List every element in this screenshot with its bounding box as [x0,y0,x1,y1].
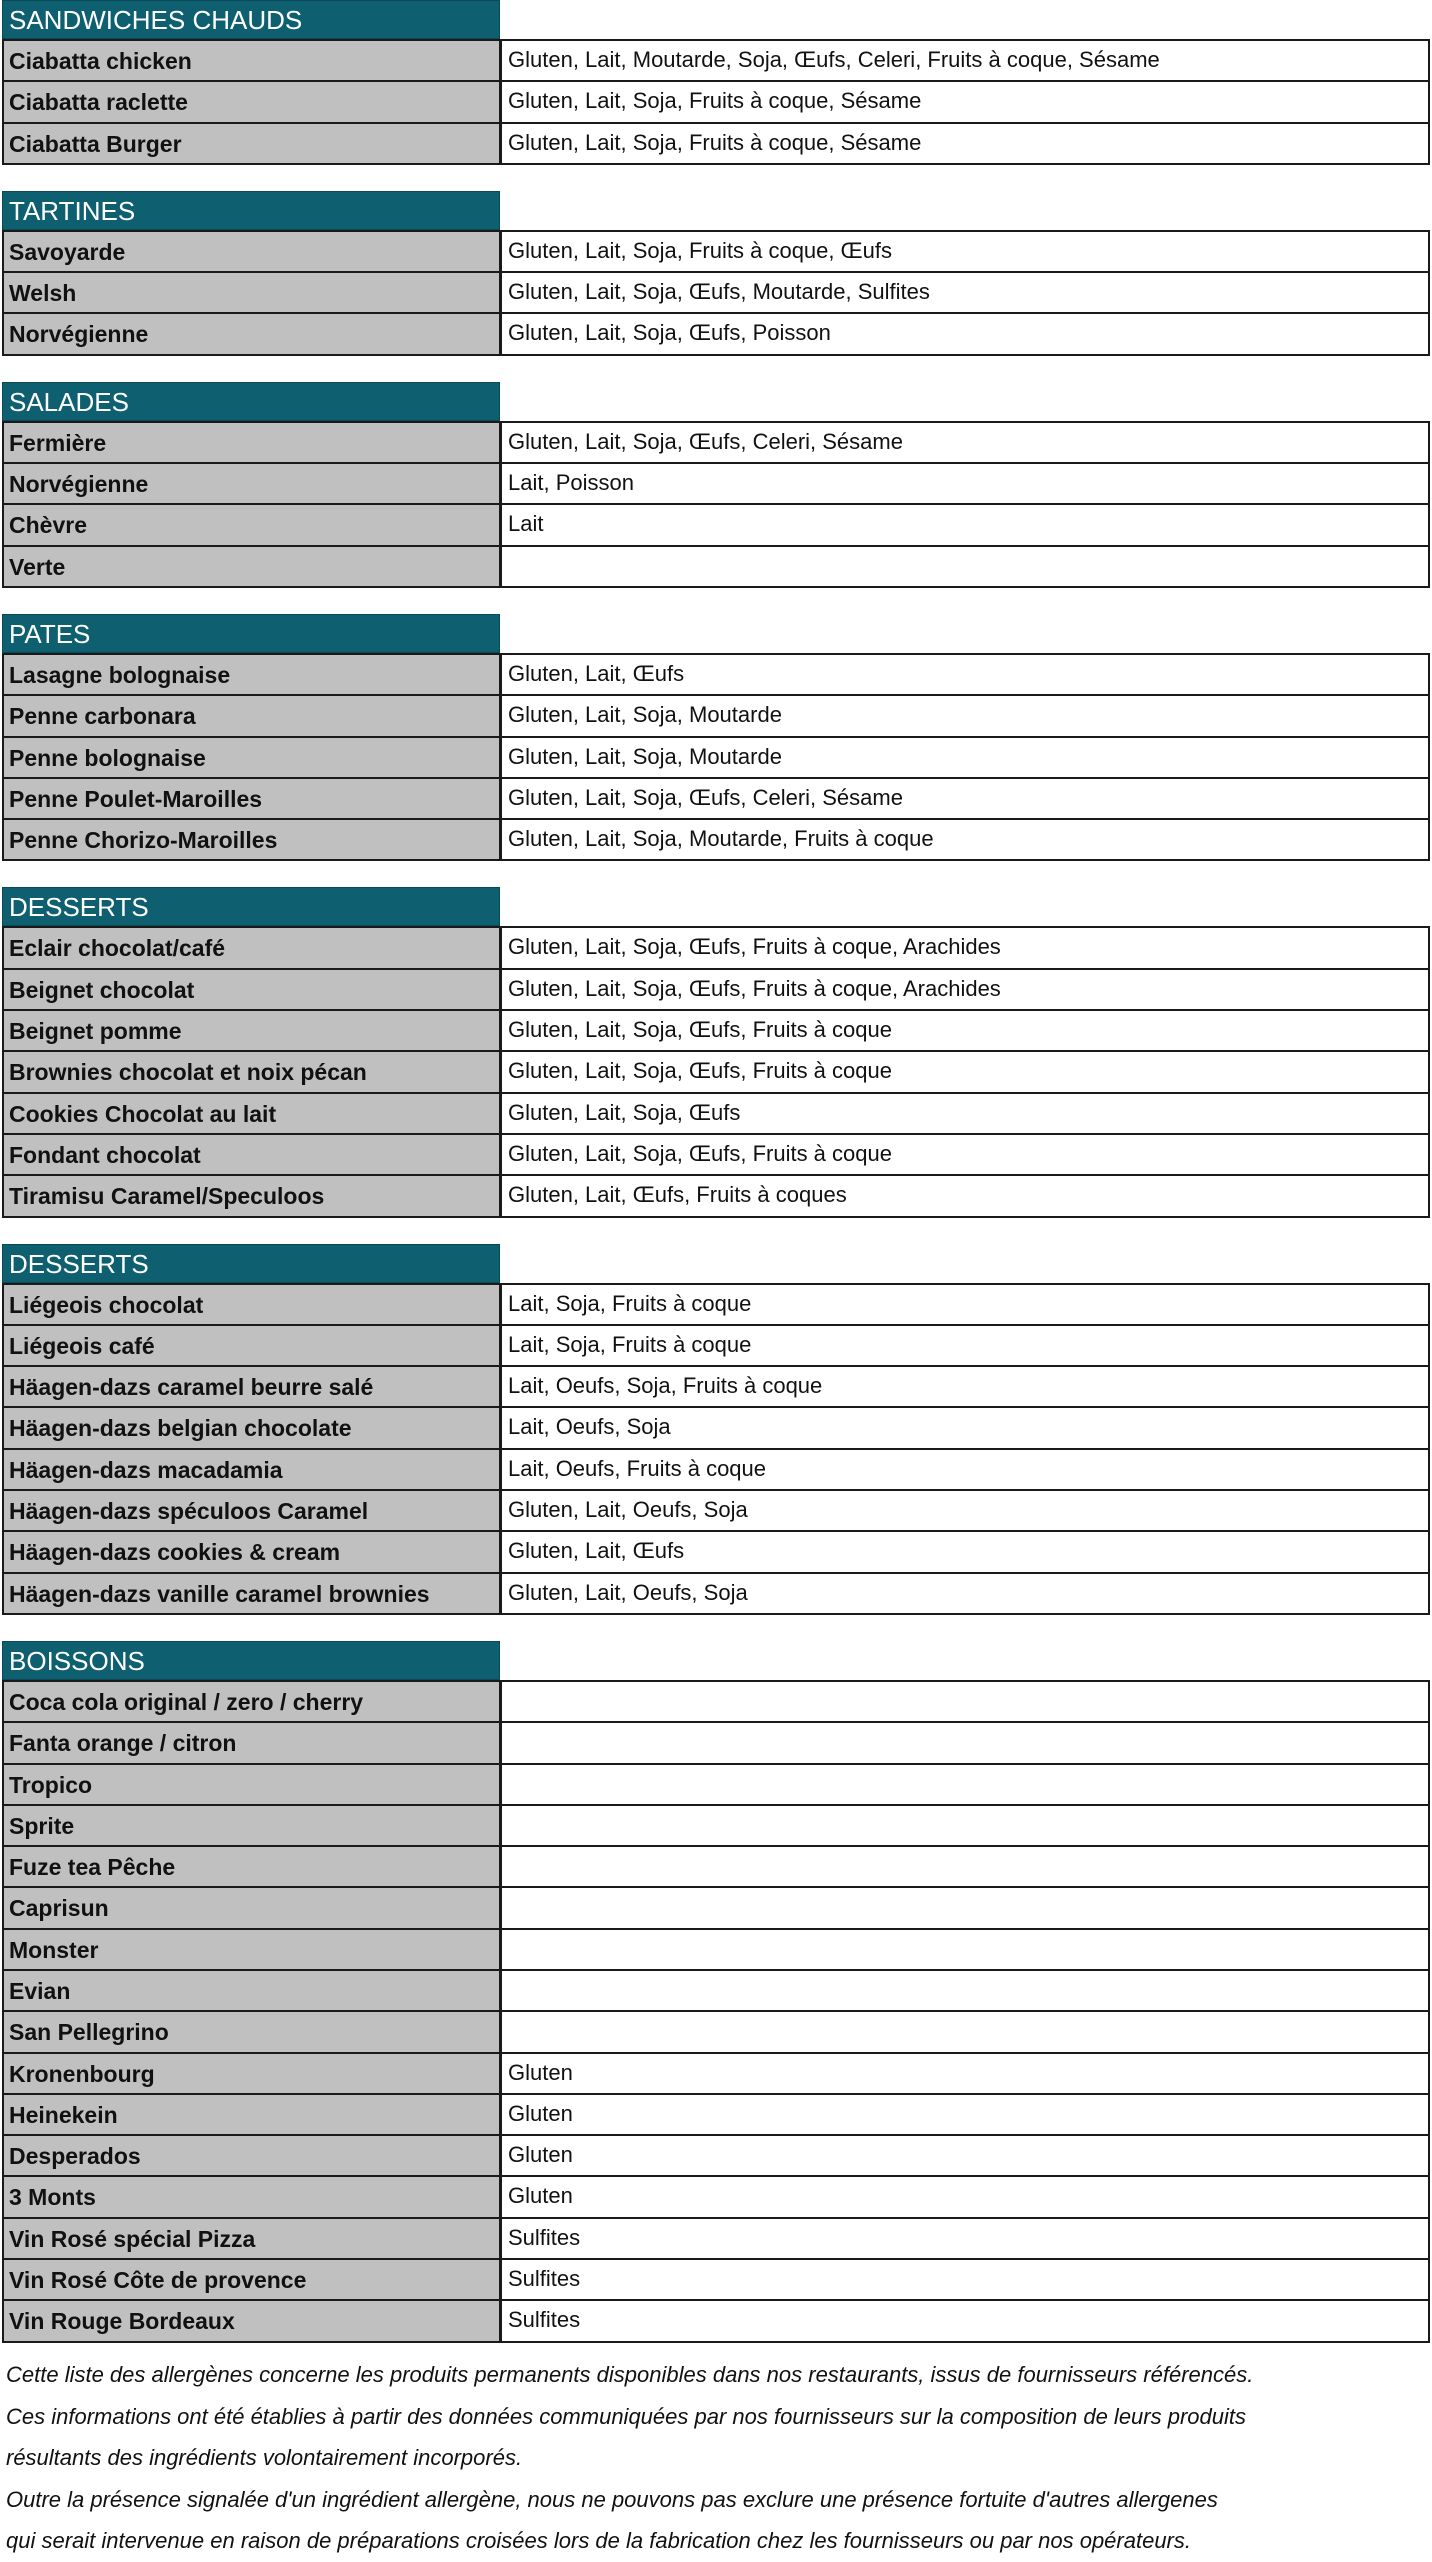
allergens-cell: Gluten, Lait, Oeufs, Soja [502,1491,1430,1530]
disclaimer-line: Outre la présence signalée d'un ingrédient allergène, nous ne pouvons pas exclure une présence fortuite d'autres allergenes [6,2486,1218,2512]
table-row [2,505,1430,546]
allergen-table [2,0,1430,2343]
product-name-cell: Evian [2,1971,502,2010]
allergens-cell: Gluten, Lait, Soja, Œufs, Celeri, Sésame [502,779,1430,818]
product-name-cell: Ciabatta chicken [2,41,502,80]
table-row [2,2012,1430,2053]
table-row [2,1450,1430,1491]
section-gap [2,1218,1430,1244]
allergens-cell: Gluten, Lait, Soja, Œufs, Poisson [502,314,1430,353]
allergens-cell: Gluten [502,2177,1430,2216]
table-row [2,232,1430,273]
product-name-cell: Lasagne bolognaise [2,655,502,694]
table-row [2,2301,1430,2342]
product-name-cell: Häagen-dazs vanille caramel brownies [2,1574,502,1613]
allergens-cell: Lait, Soja, Fruits à coque [502,1326,1430,1365]
product-name-cell: Kronenbourg [2,2054,502,2093]
product-name-cell: 3 Monts [2,2177,502,2216]
table-row [2,820,1430,861]
allergens-cell: Gluten [502,2095,1430,2134]
product-name-cell: Penne Poulet-Maroilles [2,779,502,818]
product-name-cell: Ciabatta Burger [2,124,502,163]
allergens-cell: Gluten, Lait, Soja, Fruits à coque, Sésame [502,124,1430,163]
product-name-cell: Liégeois chocolat [2,1285,502,1324]
table-row [2,2095,1430,2136]
table-row [2,41,1430,82]
product-name-cell: Caprisun [2,1888,502,1927]
table-row [2,928,1430,969]
product-name-cell: Beignet chocolat [2,970,502,1009]
product-name-cell: Savoyarde [2,232,502,271]
product-name-cell: Häagen-dazs belgian chocolate [2,1408,502,1447]
allergens-cell: Gluten, Lait, Soja, Œufs, Celeri, Sésame [502,423,1430,462]
allergens-cell: Sulfites [502,2219,1430,2258]
table-row [2,1888,1430,1929]
allergens-cell: Gluten, Lait, Soja, Fruits à coque, Sésame [502,82,1430,121]
section-header: PATES [2,614,500,653]
allergens-cell: Lait, Oeufs, Soja [502,1408,1430,1447]
product-name-cell: Coca cola original / zero / cherry [2,1682,502,1721]
allergens-cell [502,1847,1430,1886]
disclaimer-notes [6,2354,1426,2562]
product-name-cell: Sprite [2,1806,502,1845]
product-name-cell: Fanta orange / citron [2,1723,502,1762]
product-name-cell: Fermière [2,423,502,462]
section-gap [2,356,1430,382]
section-gap [2,588,1430,614]
product-name-cell: Eclair chocolat/café [2,928,502,967]
table-row [2,314,1430,355]
table-row [2,1971,1430,2012]
section-rows [2,1680,1430,2343]
product-name-cell: Chèvre [2,505,502,544]
table-row [2,1806,1430,1847]
menu-section [2,191,1430,356]
allergens-cell [502,1682,1430,1721]
section-rows [2,926,1430,1217]
product-name-cell: Beignet pomme [2,1011,502,1050]
allergens-cell: Gluten, Lait, Moutarde, Soja, Œufs, Celeri, Fruits à coque, Sésame [502,41,1430,80]
allergens-cell: Lait, Poisson [502,464,1430,503]
section-rows [2,653,1430,861]
table-row [2,124,1430,165]
table-row [2,1723,1430,1764]
table-row [2,696,1430,737]
table-row [2,1052,1430,1093]
product-name-cell: Tiramisu Caramel/Speculoos [2,1176,502,1215]
section-rows [2,421,1430,588]
table-row [2,464,1430,505]
product-name-cell: Fuze tea Pêche [2,1847,502,1886]
section-gap [2,861,1430,887]
allergens-cell: Gluten, Lait, Soja, Œufs, Moutarde, Sulfites [502,273,1430,312]
table-row [2,547,1430,588]
allergens-cell [502,1971,1430,2010]
section-header: DESSERTS [2,1244,500,1283]
product-name-cell: Häagen-dazs cookies & cream [2,1532,502,1571]
section-gap [2,165,1430,191]
table-row [2,423,1430,464]
table-row [2,1930,1430,1971]
allergens-cell [502,1723,1430,1762]
product-name-cell: Vin Rosé Côte de provence [2,2260,502,2299]
table-row [2,1135,1430,1176]
allergens-cell: Sulfites [502,2301,1430,2340]
product-name-cell: Penne Chorizo-Maroilles [2,820,502,859]
disclaimer-line: qui serait intervenue en raison de préparations croisées lors de la fabrication chez les fournisseurs ou par nos opérateurs. [6,2528,1191,2553]
product-name-cell: Norvégienne [2,314,502,353]
table-row [2,779,1430,820]
product-name-cell: Penne bolognaise [2,738,502,777]
product-name-cell: Heinekein [2,2095,502,2134]
allergens-cell: Gluten, Lait, Soja, Moutarde, Fruits à coque [502,820,1430,859]
allergens-cell [502,547,1430,586]
allergens-cell [502,1806,1430,1845]
table-row [2,2136,1430,2177]
section-header: DESSERTS [2,887,500,926]
section-rows [2,1283,1430,1615]
menu-section [2,1244,1430,1615]
allergens-cell: Gluten, Lait, Soja, Moutarde [502,696,1430,735]
allergens-cell: Gluten [502,2054,1430,2093]
allergens-cell: Gluten, Lait, Soja, Œufs, Fruits à coque [502,1011,1430,1050]
menu-section [2,887,1430,1217]
table-row [2,2054,1430,2095]
table-row [2,2260,1430,2301]
menu-section [2,1641,1430,2343]
allergens-cell: Lait, Soja, Fruits à coque [502,1285,1430,1324]
allergens-cell: Lait, Oeufs, Soja, Fruits à coque [502,1367,1430,1406]
allergens-cell: Gluten, Lait, Œufs [502,1532,1430,1571]
allergens-cell [502,1930,1430,1969]
table-row [2,970,1430,1011]
table-row [2,1532,1430,1573]
product-name-cell: Monster [2,1930,502,1969]
table-row [2,1847,1430,1888]
product-name-cell: Cookies Chocolat au lait [2,1094,502,1133]
allergens-cell: Gluten, Lait, Soja, Œufs, Fruits à coque [502,1135,1430,1174]
product-name-cell: Häagen-dazs macadamia [2,1450,502,1489]
menu-section [2,0,1430,165]
product-name-cell: Brownies chocolat et noix pécan [2,1052,502,1091]
table-row [2,1574,1430,1615]
table-row [2,1176,1430,1217]
allergens-cell [502,1765,1430,1804]
menu-section [2,614,1430,861]
product-name-cell: Welsh [2,273,502,312]
table-row [2,2219,1430,2260]
allergens-cell: Lait [502,505,1430,544]
section-rows [2,230,1430,356]
product-name-cell: Norvégienne [2,464,502,503]
table-row [2,1408,1430,1449]
section-header: TARTINES [2,191,500,230]
table-row [2,2177,1430,2218]
table-row [2,82,1430,123]
allergens-cell [502,2012,1430,2051]
allergens-cell: Gluten [502,2136,1430,2175]
table-row [2,1682,1430,1723]
section-gap [2,1615,1430,1641]
section-header: SALADES [2,382,500,421]
table-row [2,1491,1430,1532]
allergens-cell: Gluten, Lait, Soja, Œufs, Fruits à coque, Arachides [502,970,1430,1009]
disclaimer-line: Cette liste des allergènes concerne les produits permanents disponibles dans nos restaurants, issus de fournisseurs référencés. [6,2362,1254,2387]
allergens-cell: Gluten, Lait, Oeufs, Soja [502,1574,1430,1613]
allergens-cell: Gluten, Lait, Soja, Moutarde [502,738,1430,777]
table-row [2,1367,1430,1408]
product-name-cell: Häagen-dazs spéculoos Caramel [2,1491,502,1530]
menu-section [2,382,1430,588]
table-row [2,1765,1430,1806]
allergens-cell: Gluten, Lait, Soja, Fruits à coque, Œufs [502,232,1430,271]
disclaimer-line: Ces informations ont été établies à partir des données communiquées par nos fournisseurs sur la composition de leurs produits [6,2403,1246,2429]
allergens-cell: Sulfites [502,2260,1430,2299]
product-name-cell: San Pellegrino [2,2012,502,2051]
table-row [2,273,1430,314]
allergens-cell: Gluten, Lait, Soja, Œufs, Fruits à coque, Arachides [502,928,1430,967]
product-name-cell: Vin Rouge Bordeaux [2,2301,502,2340]
allergens-cell: Lait, Oeufs, Fruits à coque [502,1450,1430,1489]
product-name-cell: Fondant chocolat [2,1135,502,1174]
allergens-cell [502,1888,1430,1927]
product-name-cell: Penne carbonara [2,696,502,735]
disclaimer-line: résultants des ingrédients volontairement incorporés. [6,2445,523,2470]
section-header: BOISSONS [2,1641,500,1680]
table-row [2,655,1430,696]
product-name-cell: Verte [2,547,502,586]
allergens-cell: Gluten, Lait, Soja, Œufs [502,1094,1430,1133]
product-name-cell: Häagen-dazs caramel beurre salé [2,1367,502,1406]
table-row [2,1011,1430,1052]
product-name-cell: Vin Rosé spécial Pizza [2,2219,502,2258]
product-name-cell: Desperados [2,2136,502,2175]
table-row [2,1285,1430,1326]
section-header: SANDWICHES CHAUDS [2,0,500,39]
table-row [2,738,1430,779]
table-row [2,1094,1430,1135]
allergens-cell: Gluten, Lait, Œufs [502,655,1430,694]
section-rows [2,39,1430,165]
allergens-cell: Gluten, Lait, Œufs, Fruits à coques [502,1176,1430,1215]
product-name-cell: Tropico [2,1765,502,1804]
table-row [2,1326,1430,1367]
product-name-cell: Ciabatta raclette [2,82,502,121]
allergens-cell: Gluten, Lait, Soja, Œufs, Fruits à coque [502,1052,1430,1091]
product-name-cell: Liégeois café [2,1326,502,1365]
